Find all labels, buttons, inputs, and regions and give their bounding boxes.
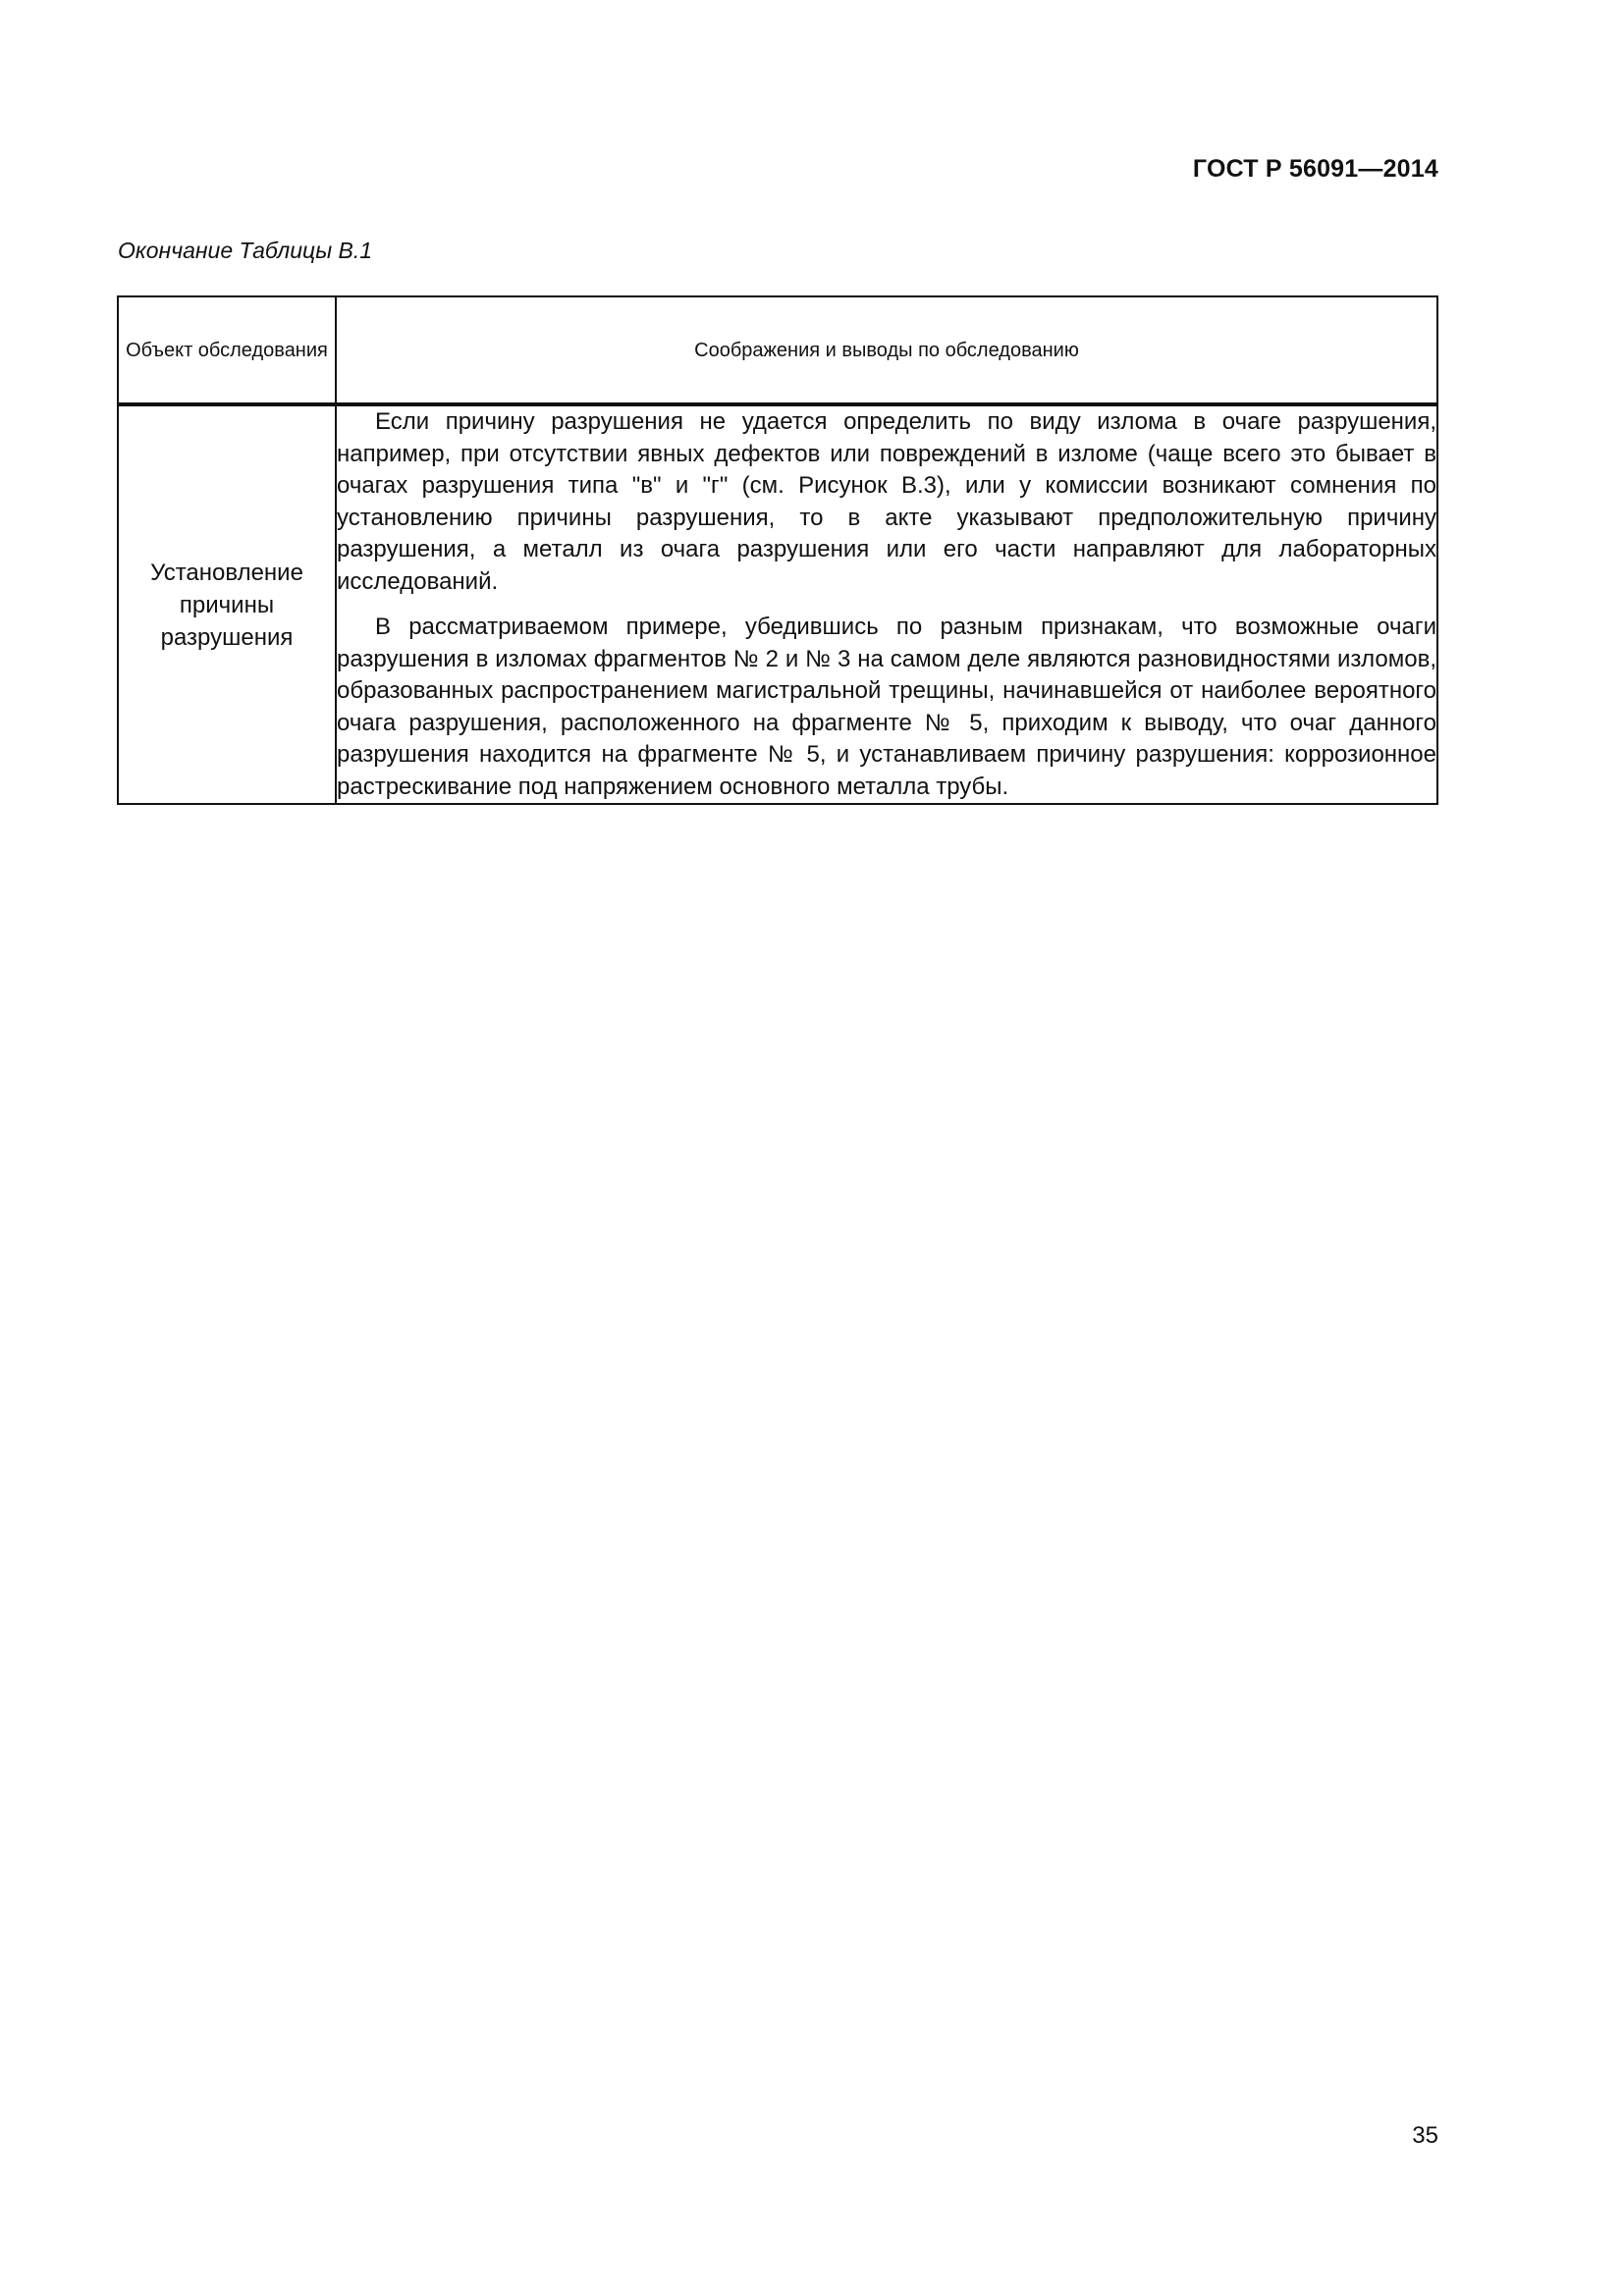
row-object-cell: Установление причины разрушения [118,404,336,804]
column-header-conclusions: Соображения и выводы по обследованию [336,296,1437,404]
table-caption: Окончание Таблицы В.1 [118,238,373,263]
table-row [118,404,1437,804]
conclusion-paragraph: Если причину разрушения не удается определить по виду излома в очаге разрушения, например, при отсутствии явных дефектов или повреждений в изломе (чаще всего это бывает в очагах разрушения типа "в" и "г" (см. Рисунок В.3), или у комиссии возникают сомнения по установлению причины разрушения, то в акте указывают предположительную причину разрушения, а металл из очага разрушения или его части направляют для лабораторных исследований. [337,408,1436,595]
standard-id-header: ГОСТ Р 56091—2014 [1192,155,1438,183]
conclusion-paragraph: В рассматриваемом примере, убедившись по разным признакам, что возможные очаги разрушения в изломах фрагментов № 2 и № 3 на самом деле являются разновидностями изломов, образованных распространением магистральной трещины, начинавшейся от наиболее вероятного очага разрушения, расположенного на фрагменте № 5, приходим к выводу, что очаг данного разрушения находится на фрагменте № 5, и устанавливаем причину разрушения: коррозионное растрескивание под напряжением основного металла трубы. [337,614,1436,800]
page-number: 35 [1412,2122,1438,2149]
column-header-object: Объект обследования [118,296,336,404]
row-conclusions-cell [336,404,1437,804]
findings-table [117,295,1438,805]
table-header-row [118,296,1437,404]
